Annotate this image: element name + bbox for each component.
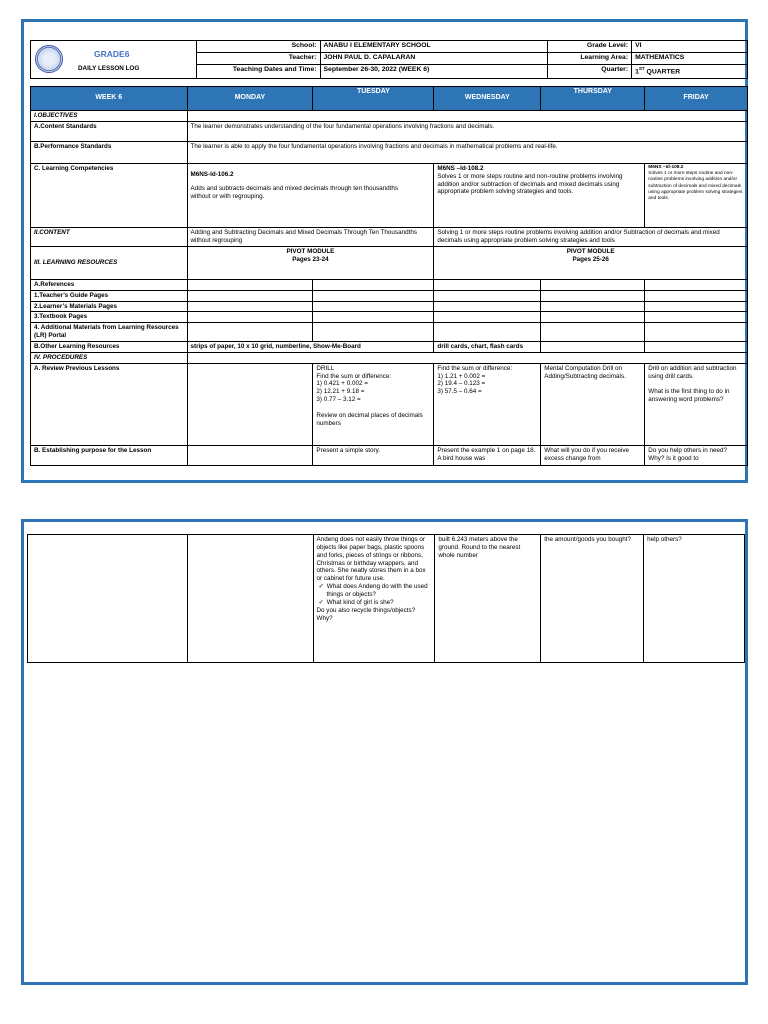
review-wed-line: 1) 1.21 + 0.002 = (437, 372, 486, 380)
content-label: II.CONTENT (31, 227, 188, 246)
pivot-mon-pages: Pages 23-24 (292, 255, 329, 263)
lr-portal-label: 4. Additional Materials from Learning Resources (LR) Portal (31, 323, 188, 342)
grade-label: GRADE6 (94, 49, 130, 60)
review-fri-line: Drill on addition and subtraction using drill cards. (648, 364, 737, 380)
monday-header: MONDAY (187, 87, 313, 111)
review-tue-line: Find the sum or difference: (316, 372, 392, 380)
review-wed (434, 363, 541, 445)
dates-label: Teaching Dates and Time: (196, 65, 320, 79)
procedures-label: IV. PROCEDURES (31, 352, 188, 363)
header-logo-cell (31, 41, 197, 79)
content-wed-text: Solving 1 or more steps routine problems involving addition and/or Subtraction of decimals and mixed decimals using appropriate problem solving strategies and tools (434, 227, 748, 246)
purpose-thu: What will you do if you receive excess change from (541, 445, 645, 465)
log-title: DAILY LESSON LOG (78, 65, 140, 73)
other-resources-label: B.Other Learning Resources (31, 342, 188, 353)
textbook-pages-label: 3.Textbook Pages (31, 312, 188, 323)
learning-area-label: Learning Area: (548, 53, 632, 65)
competency-wed-cell (434, 163, 645, 227)
pivot-mon-title: PIVOT MODULE (286, 247, 335, 255)
quarter-value (632, 65, 748, 79)
competency-fri-text: Solves 1 or more steps routine and non-routine problems involving addition and/or subtraction of decimals and mixed decimals using appropriate problem solving strategies and tools. (648, 171, 743, 202)
story-text: Andeng does not easily throw things or objects like paper bags, plastic spoons and forks, pieces of strings or ribbons, Christmas or birthday wrappers, and others. She neatly stores them in a box or cabinet for future use. (316, 536, 426, 583)
teacher-label: Teacher: (196, 53, 320, 65)
review-tue-line: 1) 0.421 + 0.002 = (316, 380, 368, 388)
week-header: WEEK 6 (31, 87, 188, 111)
purpose-mon (187, 445, 313, 465)
grade-level-value: VI (632, 41, 748, 53)
review-wed-line: Find the sum or difference: (437, 364, 513, 372)
purpose-tue: Present a simple story. (313, 445, 434, 465)
competency-fri-cell (645, 163, 748, 227)
pivot-wed-title: PIVOT MODULE (566, 247, 615, 255)
pivot-mon-cell (187, 246, 434, 279)
competency-mon-text: Adds and subtracts decimals and mixed decimals through ten thousandths without or with regrouping. (190, 184, 399, 200)
pivot-wed-cell (434, 246, 748, 279)
content-standards-text: The learner demonstrates understanding of the four fundamental operations involving fractions and decimals. (187, 121, 748, 141)
other-resources-wed: drill cards, chart, flash cards (434, 342, 541, 353)
competency-fri-code: M6NS –Id-108.2 (648, 164, 684, 170)
checkmark-icon: ✓ (318, 583, 324, 591)
quarter-number: 1 (635, 68, 639, 76)
review-lessons-label: A. Review Previous Lessons (31, 363, 188, 445)
header-table (30, 40, 748, 79)
check-question-2 (317, 599, 432, 607)
quarter-word: QUARTER (644, 68, 681, 76)
purpose-wed: Present the example 1 on page 18. A bird house was (434, 445, 541, 465)
review-tue (313, 363, 434, 445)
review-wed-line: 3) 57.5 – 0.64 = (437, 388, 482, 396)
thursday-header: THURSDAY (541, 87, 645, 111)
review-fri-line: What is the first thing to do in answering word problems? (648, 388, 730, 404)
grade-level-label: Grade Level: (548, 41, 632, 53)
checkmark-icon: ✓ (318, 598, 324, 606)
wednesday-header: WEDNESDAY (434, 87, 541, 111)
pivot-wed-pages: Pages 25-26 (572, 255, 609, 263)
cont-tue (313, 535, 435, 663)
other-resources-mon: strips of paper, 10 x 10 grid, numberline, Show-Me-Board (187, 342, 434, 353)
school-label: School: (196, 41, 320, 53)
cont-thu: the amount/goods you bought? (541, 535, 644, 663)
check-question-2-text: What kind of girl is she? (326, 598, 394, 606)
competency-wed-text: Solves 1 or more steps routine and non-routine problems involving addition and/or subtraction of decimals and mixed decimals using appropriate problem solving strategies and tools. (437, 172, 623, 196)
review-fri (645, 363, 748, 445)
cont-fri: help others? (644, 535, 745, 663)
competency-mon-cell (187, 163, 434, 227)
quarter-suffix: ST (638, 66, 645, 71)
check-question-1-text: What does Andeng do with the used things or objects? (326, 583, 428, 599)
performance-standards-text: The learner is able to apply the four fundamental operations involving fractions and decimals in mathematical problems and real-life. (187, 141, 748, 163)
check-question-1 (317, 583, 432, 599)
page-1 (21, 19, 748, 483)
performance-standards-label: B.Performance Standards (31, 141, 188, 163)
continuation-table (27, 534, 745, 663)
teachers-guide-label: 1.Teacher’s Guide Pages (31, 290, 188, 301)
recycle-question: Do you also recycle things/objects? Why? (316, 606, 416, 622)
tuesday-header: TUESDAY (313, 87, 434, 111)
objectives-label: I.OBJECTIVES (31, 111, 188, 122)
content-standards-label: A.Content Standards (31, 121, 188, 141)
purpose-fri: Do you help others in need? Why? Is it good to (645, 445, 748, 465)
review-tue-line: 2) 12.21 + 9.18 = (316, 388, 365, 396)
review-wed-line: 2) 19.4 – 0.123 = (437, 380, 486, 388)
review-mon (187, 363, 313, 445)
review-tue-line: Review on decimal places of decimals numbers (316, 412, 423, 427)
page-2 (21, 519, 748, 985)
learning-area-value: MATHEMATICS (632, 53, 748, 65)
cont-wed: built 6.243 meters above the ground. Round to the nearest whole number (435, 535, 541, 663)
establishing-purpose-label: B. Establishing purpose for the Lesson (31, 445, 188, 465)
lesson-log-table (30, 86, 748, 466)
references-label: A.References (31, 279, 188, 290)
competency-wed-code: M6NS –Id-108.2 (437, 164, 484, 172)
friday-header: FRIDAY (645, 87, 748, 111)
objectives-empty (187, 111, 748, 122)
teacher-value: JOHN PAUL D. CAPALARAN (320, 53, 548, 65)
school-value: ANABU I ELEMENTARY SCHOOL (320, 41, 548, 53)
quarter-label: Quarter: (548, 65, 632, 79)
learning-competencies-label: C. Learning Competencies (31, 163, 188, 227)
cont-mon (187, 535, 313, 663)
review-thu: Mental Computation Drill on Adding/Subtracting decimals. (541, 363, 645, 445)
deped-seal-logo (35, 45, 63, 73)
review-tue-line: 3) 0.77 – 3.12 = (316, 396, 361, 404)
dates-value: September 26-30, 2022 (WEEK 6) (320, 65, 548, 79)
learners-materials-label: 2.Learner’s Materials Pages (31, 301, 188, 312)
learning-resources-label: III. LEARNING RESOURCES (31, 246, 188, 279)
cont-label-cell (28, 535, 188, 663)
competency-mon-code: M6NS-Id-106.2 (190, 170, 234, 178)
review-tue-line: DRILL (316, 364, 335, 372)
content-mon-text: Adding and Subtracting Decimals and Mixed Decimals Through Ten Thousandths without regrouping (187, 227, 434, 246)
